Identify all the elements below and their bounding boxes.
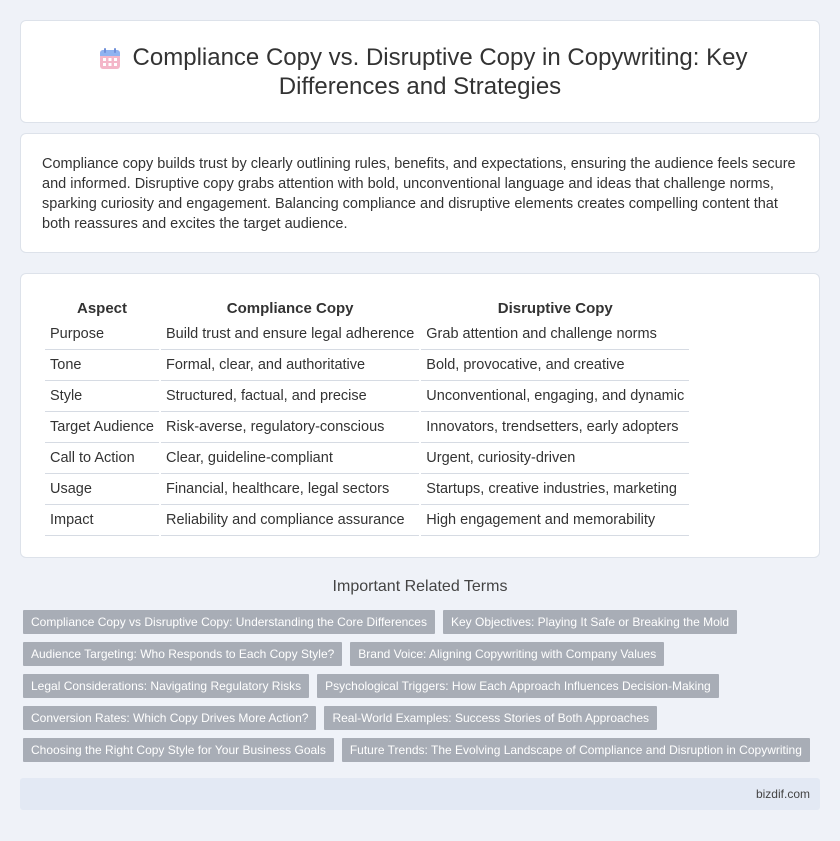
table-row bbox=[45, 319, 689, 350]
related-terms-row bbox=[23, 738, 823, 762]
related-terms-list bbox=[23, 610, 823, 770]
cell-disruptive: Urgent, curiosity-driven bbox=[421, 443, 689, 474]
related-terms-row bbox=[23, 642, 823, 666]
cell-aspect: Purpose bbox=[45, 319, 159, 350]
cell-aspect: Style bbox=[45, 381, 159, 412]
related-term-link[interactable]: Brand Voice: Aligning Copywriting with Company Values bbox=[350, 642, 664, 666]
table-row bbox=[45, 412, 689, 443]
cell-aspect: Impact bbox=[45, 505, 159, 536]
related-term-link[interactable]: Conversion Rates: Which Copy Drives More Action? bbox=[23, 706, 316, 730]
cell-aspect: Call to Action bbox=[45, 443, 159, 474]
column-header-disruptive: Disruptive Copy bbox=[497, 300, 613, 317]
comparison-table bbox=[43, 295, 691, 536]
related-term-link[interactable]: Legal Considerations: Navigating Regulatory Risks bbox=[23, 674, 309, 698]
cell-compliance: Risk-averse, regulatory-conscious bbox=[161, 412, 419, 443]
table-row bbox=[45, 443, 689, 474]
cell-disruptive: Bold, provocative, and creative bbox=[421, 350, 689, 381]
related-term-link[interactable]: Real-World Examples: Success Stories of Both Approaches bbox=[324, 706, 657, 730]
table-row bbox=[45, 505, 689, 536]
related-term-link[interactable]: Future Trends: The Evolving Landscape of Compliance and Disruption in Copywriting bbox=[342, 738, 810, 762]
related-terms-heading: Important Related Terms bbox=[332, 578, 508, 595]
intro-card bbox=[20, 133, 820, 253]
related-term-link[interactable]: Audience Targeting: Who Responds to Each Copy Style? bbox=[23, 642, 342, 666]
cell-disruptive: Unconventional, engaging, and dynamic bbox=[421, 381, 689, 412]
title-card bbox=[20, 20, 820, 123]
table-row bbox=[45, 381, 689, 412]
cell-aspect: Tone bbox=[45, 350, 159, 381]
cell-disruptive: High engagement and memorability bbox=[421, 505, 689, 536]
related-terms-row bbox=[23, 674, 823, 698]
table-row bbox=[45, 350, 689, 381]
page-title-line-2: Differences and Strategies bbox=[278, 73, 562, 100]
cell-disruptive: Grab attention and challenge norms bbox=[421, 319, 689, 350]
cell-compliance: Build trust and ensure legal adherence bbox=[161, 319, 419, 350]
intro-paragraph: Compliance copy builds trust by clearly outlining rules, benefits, and expectations, ensuring the audience feels secure and informed. Disruptive copy grabs attention with bold, unconventional language and ideas that challenge norms, sparking curiosity and engagement. Balancing compliance and disruptive elements creates compelling content that both reassures and excites the target audience. bbox=[42, 156, 796, 232]
cell-compliance: Formal, clear, and authoritative bbox=[161, 350, 419, 381]
cell-aspect: Usage bbox=[45, 474, 159, 505]
related-terms-row bbox=[23, 610, 823, 634]
page-title bbox=[21, 43, 819, 101]
cell-compliance: Financial, healthcare, legal sectors bbox=[161, 474, 419, 505]
cell-compliance: Reliability and compliance assurance bbox=[161, 505, 419, 536]
table-row bbox=[45, 474, 689, 505]
cell-disruptive: Innovators, trendsetters, early adopters bbox=[421, 412, 689, 443]
related-term-link[interactable]: Psychological Triggers: How Each Approach Influences Decision-Making bbox=[317, 674, 719, 698]
footer bbox=[20, 778, 820, 810]
column-header-aspect: Aspect bbox=[76, 300, 128, 317]
cell-aspect: Target Audience bbox=[45, 412, 159, 443]
comparison-card bbox=[20, 273, 820, 558]
table-header-row bbox=[45, 295, 689, 319]
related-term-link[interactable]: Compliance Copy vs Disruptive Copy: Understanding the Core Differences bbox=[23, 610, 435, 634]
cell-disruptive: Startups, creative industries, marketing bbox=[421, 474, 689, 505]
cell-compliance: Clear, guideline-compliant bbox=[161, 443, 419, 474]
related-terms-row bbox=[23, 706, 823, 730]
column-header-compliance: Compliance Copy bbox=[226, 300, 354, 317]
related-term-link[interactable]: Key Objectives: Playing It Safe or Breaking the Mold bbox=[443, 610, 737, 634]
cell-compliance: Structured, factual, and precise bbox=[161, 381, 419, 412]
related-term-link[interactable]: Choosing the Right Copy Style for Your Business Goals bbox=[23, 738, 334, 762]
footer-site-link[interactable]: bizdif.com bbox=[755, 787, 810, 801]
page-title-line-1: Compliance Copy vs. Disruptive Copy in Copywriting: Key bbox=[132, 44, 748, 71]
